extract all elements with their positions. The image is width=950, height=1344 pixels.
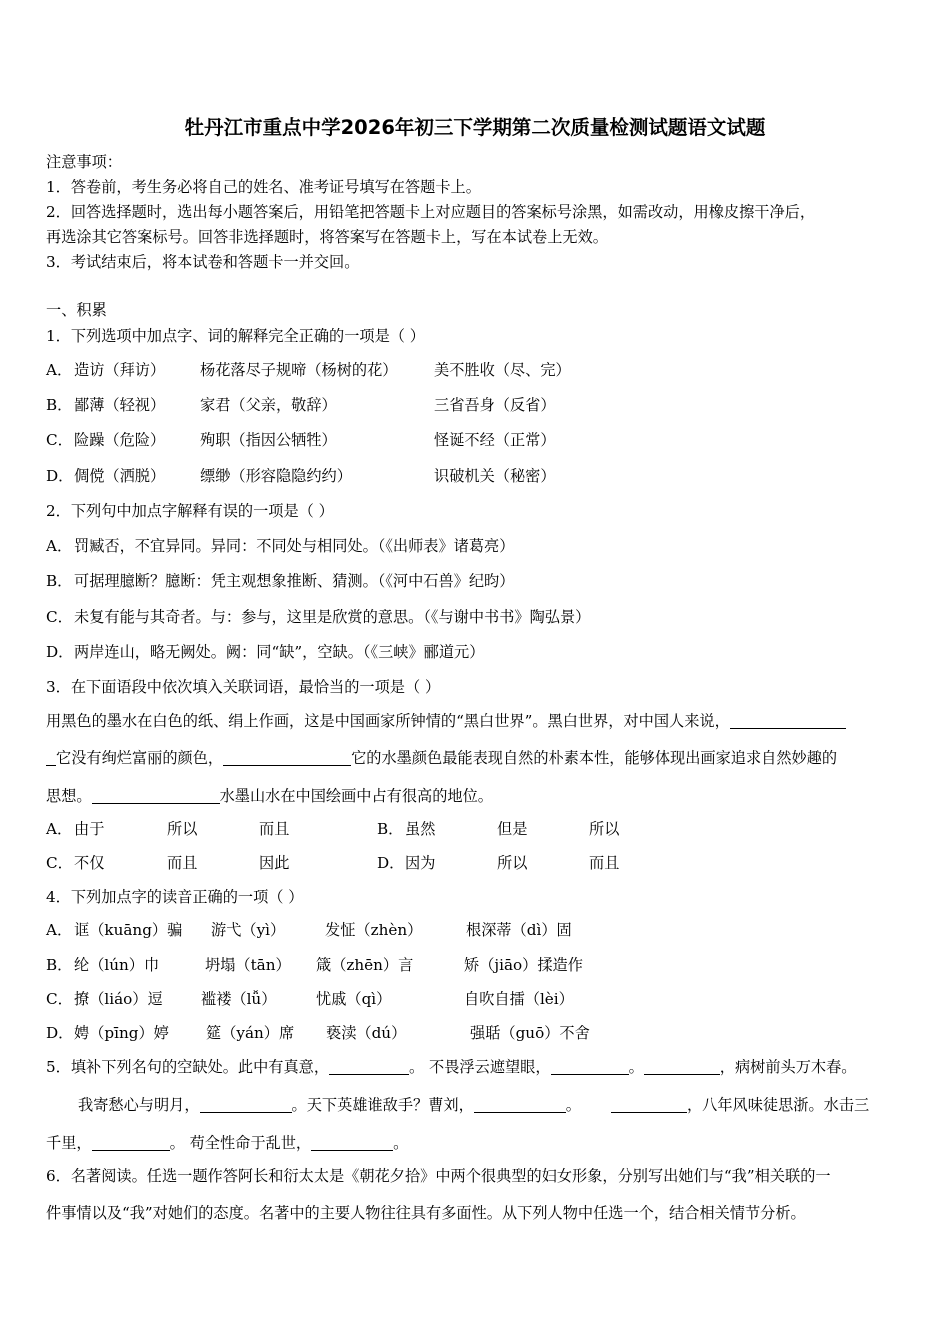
answer-blank[interactable] [311,1134,393,1151]
q2-option-label: B． [46,572,73,590]
q4-option-word: 坍塌（tān） [205,956,291,974]
q3-option-word: 而且 [589,854,620,872]
q3-option-word: 但是 [497,820,528,838]
answer-blank[interactable] [223,749,351,766]
q3-option-word: 不仅 [74,854,105,872]
q2-option-label: D． [46,643,74,661]
q1-option-a-word: 造访（拜访） [74,361,166,379]
page-title: 牡丹江市重点中学2026年初三下学期第二次质量检测试题语文试题 [184,116,766,139]
q3-option-word: 因此 [259,854,290,872]
q2-option-text: 可据理臆断？臆断：凭主观想象推断、猜测。（《河中石兽》纪昀） [74,572,515,590]
notice-item: 2．回答选择题时，选出每小题答案后，用铅笔把答题卡上对应题目的答案标号涂黑，如需改动，用橡皮擦干净后， [46,203,816,221]
q3-passage-text: 思想。 [46,787,92,805]
q3-option-word: 而且 [259,820,290,838]
answer-blank[interactable] [474,1096,566,1113]
q1-option-a-label: A． [46,361,73,379]
q3-option-word: 所以 [167,820,198,838]
answer-blank[interactable] [200,1096,292,1113]
question-3-stem: 3．在下面语段中依次填入关联词语，最恰当的一项是（ ） [46,678,441,696]
q5-text: 。天下英雄谁敌手？曹刘， [291,1096,474,1114]
q1-option-b-label: B． [46,396,73,414]
q4-option-word: 根深蒂（dì）固 [466,921,572,939]
question-2-stem: 2．下列句中加点字解释有误的一项是（ ） [46,502,334,520]
q4-option-word: 强聒（guō）不舍 [470,1024,590,1042]
q5-text: 。 不畏浮云遮望眼， [409,1058,551,1076]
q5-text: 。 [565,1096,581,1114]
q3-option-word: 所以 [589,820,620,838]
q1-option-c-label: C． [46,431,73,449]
answer-blank[interactable] [551,1058,629,1075]
question-1-stem: 1．下列选项中加点字、词的解释完全正确的一项是（ ） [46,327,425,345]
q4-option-word: 褴褛（lǚ） [201,990,277,1008]
notice-item: 1．答卷前，考生务必将自己的姓名、准考证号填写在答题卡上。 [46,178,481,196]
q3-option-label: D． [377,854,405,872]
q4-option-word: 自吹自擂（lèi） [464,990,574,1008]
q1-option-d-label: D． [46,467,74,485]
section-heading: 一、积累 [46,301,107,319]
q4-option-label: B． [46,956,73,974]
question-5-line [46,1133,408,1153]
answer-blank[interactable] [329,1058,409,1075]
answer-blank[interactable] [46,749,56,766]
q4-option-label: D． [46,1024,74,1042]
q2-option-text: 两岸连山，略无阙处。阙：同“缺”，空缺。（《三峡》郦道元） [74,643,485,661]
q1-option-b-word: 家君（父亲，敬辞） [200,396,337,414]
q1-option-d-word: 缥缈（形容隐隐约约） [200,467,352,485]
q3-passage-line [46,711,846,731]
answer-blank[interactable] [92,1134,170,1151]
q5-text: 。 [628,1058,644,1076]
q1-option-b-word: 鄙薄（轻视） [74,396,166,414]
notice-item: 3．考试结束后，将本试卷和答题卡一并交回。 [46,253,360,271]
q5-text: 千里， [46,1134,92,1152]
q3-option-word: 虽然 [405,820,436,838]
q3-option-label: B． [377,820,404,838]
q3-passage-line [46,786,493,806]
q3-passage-text: 用黑色的墨水在白色的纸、绢上作画，这是中国画家所钟情的“黑白世界”。黑白世界，对中国人来说， [46,712,730,730]
q1-option-b-word: 三省吾身（反省） [434,396,556,414]
notice-heading: 注意事项： [46,153,122,171]
q4-option-word: 游弋（yì） [211,921,286,939]
q3-option-word: 所以 [497,854,528,872]
q4-option-word: 筵（yán）席 [206,1024,295,1042]
q3-option-label: C． [46,854,73,872]
q4-option-word: 诓（kuāng）骗 [74,921,183,939]
q5-text: ，八年风味徒思浙。水击三 [686,1096,870,1114]
q1-option-c-word: 险躁（危险） [74,431,166,449]
q5-text: 。 [393,1134,409,1152]
q3-passage-line [46,748,837,768]
q4-option-word: 娉（pīng）婷 [74,1024,169,1042]
q3-option-label: A． [46,820,73,838]
q5-text: ，病树前头万木春。 [719,1058,857,1076]
q4-option-word: 忧戚（qì） [316,990,392,1008]
q1-option-d-word: 倜傥（洒脱） [74,467,166,485]
q4-option-word: 发怔（zhèn） [325,921,423,939]
q2-option-text: 罚臧否，不宜异同。异同：不同处与相同处。（《出师表》诸葛亮） [74,537,515,555]
q2-option-label: C． [46,608,73,626]
q5-text: 我寄愁心与明月， [78,1096,200,1114]
q3-option-word: 由于 [74,820,105,838]
question-6-line: 件事情以及“我”对她们的态度。名著中的主要人物往往具有多面性。从下列人物中任选一个，结合相关情节分析。 [46,1204,806,1222]
q3-option-word: 因为 [405,854,436,872]
q4-option-label: C． [46,990,73,1008]
question-6-line: 6．名著阅读。任选一题作答阿长和衍太太是《朝花夕拾》中两个很典型的妇女形象，分别写出她们与“我”相关联的一 [46,1167,831,1185]
q3-option-word: 而且 [167,854,198,872]
q4-option-word: 矫（jiāo）揉造作 [464,956,583,974]
q5-text: 。 苟全性命于乱世， [169,1134,312,1152]
q3-passage-text: 它没有绚烂富丽的颜色， [56,749,224,767]
q1-option-d-word: 识破机关（秘密） [434,467,556,485]
q4-option-word: 纶（lún）巾 [74,956,160,974]
q1-option-c-word: 殉职（指因公牺牲） [200,431,337,449]
q3-passage-text: 它的水墨颜色最能表现自然的朴素本性，能够体现出画家追求自然妙趣的 [351,749,838,767]
question-5-line [78,1095,869,1115]
q5-text: 5．填补下列名句的空缺处。此中有真意， [46,1058,330,1076]
q3-passage-text: 水墨山水在中国绘画中占有很高的地位。 [219,787,493,805]
answer-blank[interactable] [644,1058,720,1075]
answer-blank[interactable] [611,1096,687,1113]
notice-item: 再选涂其它答案标号。回答非选择题时，将答案写在答题卡上，写在本试卷上无效。 [46,228,608,246]
answer-blank[interactable] [92,787,220,804]
answer-blank[interactable] [730,712,846,729]
q4-option-word: 箴（zhēn）言 [316,956,414,974]
q2-option-label: A． [46,537,73,555]
q1-option-a-word: 杨花落尽子规啼（杨树的花） [200,361,398,379]
q4-option-label: A． [46,921,73,939]
q4-option-word: 亵渎（dú） [326,1024,407,1042]
q1-option-a-word: 美不胜收（尽、完） [434,361,571,379]
q2-option-text: 未复有能与其奇者。与：参与，这里是欣赏的意思。（《与谢中书书》陶弘景） [74,608,591,626]
question-4-stem: 4．下列加点字的读音正确的一项（ ） [46,888,304,906]
q4-option-word: 撩（liáo）逗 [74,990,163,1008]
question-5-line [46,1057,856,1077]
q1-option-c-word: 怪诞不经（正常） [434,431,556,449]
